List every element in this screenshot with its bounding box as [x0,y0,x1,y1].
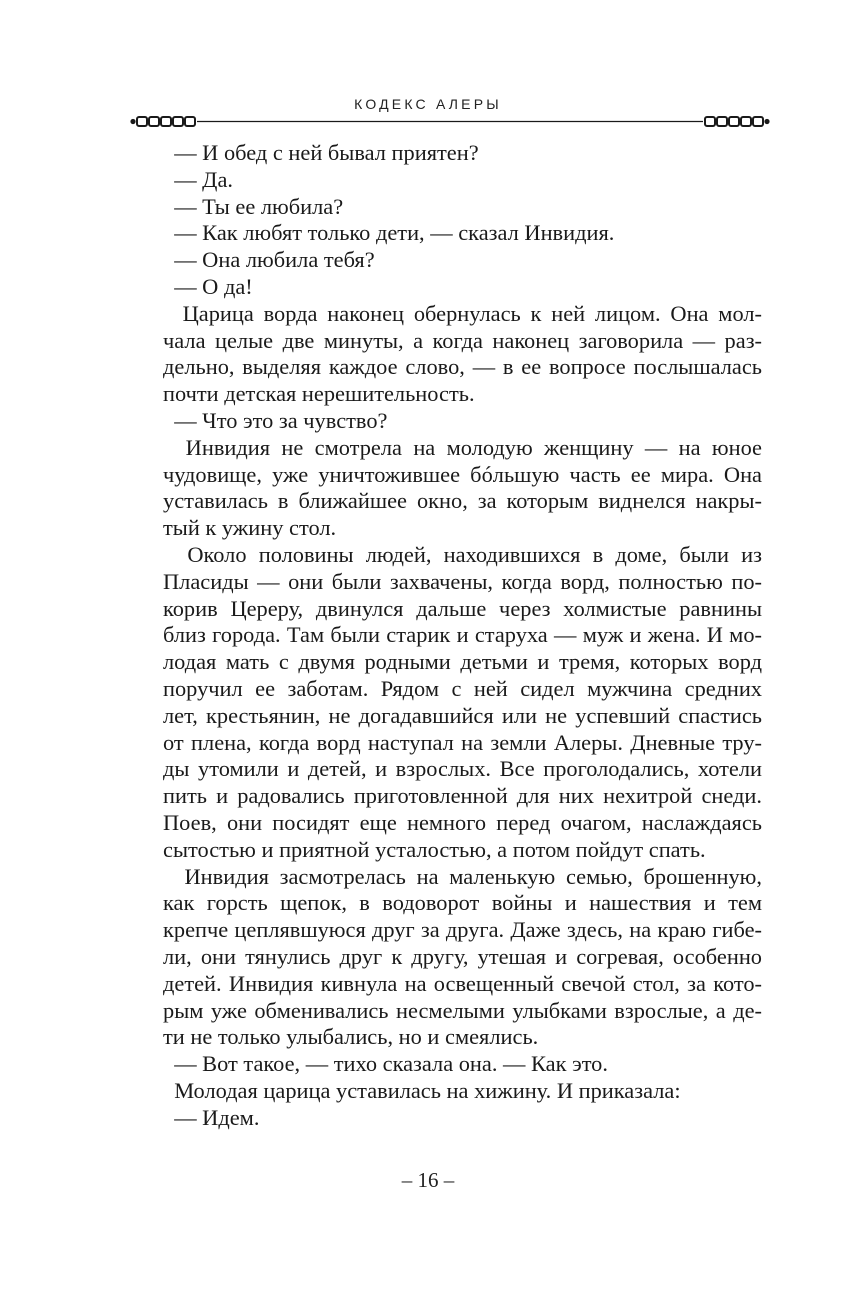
text-line: — Идем. [163,1104,260,1130]
text-line: Инвидия засмотрелась на маленькую семью, брошенную, [163,863,762,889]
text-line: Около половины людей, находившихся в доме, были из [163,541,762,567]
text-line: — Как любят только дети, — сказал Инвидия. [163,220,615,246]
text-line: близ города. Там были старик и старуха — муж и жена. И мо- [163,622,762,648]
header-ornament-rule [130,113,770,131]
text-line: уставилась в ближайшее окно, за которым виднелся накры- [163,488,762,514]
page-number: – 16 – [401,1168,455,1192]
text-line: пить и радовались приготовленной для них нехитрой снеди. [163,783,762,809]
right-chain-ornament [705,117,763,126]
text-line: сытостью и приятной усталостью, а потом пойдут спать. [163,836,706,862]
body-text [163,140,762,1131]
text-line: — О да! [163,273,253,299]
right-end-dot [764,119,769,124]
text-line: — Что это за чувство? [163,407,388,433]
text-line: — Вот такое, — тихо сказала она. — Как это. [163,1051,608,1077]
text-line: Царица ворда наконец обернулась к ней лицом. Она мол- [163,300,762,326]
text-line: детей. Инвидия кивнула на освещенный свечой стол, за кото- [163,970,762,996]
text-line: чудовище, уже уничтожившее бóльшую часть ее мира. Она [163,461,762,487]
running-header: КОДЕКС АЛЕРЫ [354,96,502,112]
text-line: ти не только улыбались, но и смеялись. [163,1024,539,1050]
left-end-dot [130,119,135,124]
text-line: поручил ее заботам. Рядом с ней сидел мужчина средних [163,675,762,701]
text-line: Инвидия не смотрела на молодую женщину — на юное [163,434,762,460]
text-line: — И обед с ней бывал приятен? [163,140,479,165]
text-line: крепче цеплявшуюся друг за друга. Даже здесь, на краю гибе- [163,917,762,943]
text-line: Пласиды — они были захвачены, когда ворд, полностью по- [163,568,762,594]
text-line: — Она любила тебя? [163,247,375,273]
text-line: рым уже обменивались несмелыми улыбками взрослые, а де- [163,997,762,1023]
text-line: Поев, они посидят еще немного перед очагом, наслаждаясь [163,809,762,835]
text-line: ды утомили и детей, и взрослых. Все проголодались, хотели [163,756,762,782]
text-line: — Ты ее любила? [163,193,344,219]
text-line: лет, крестьянин, не догадавшийся или не успевший спастись [163,702,762,728]
text-line: почти детская нерешительность. [163,381,475,407]
text-line: ли, они тянулись друг к другу, утешая и согревая, особенно [163,943,762,969]
text-line: чала целые две минуты, а когда наконец заговорила — раз- [163,327,762,353]
text-line: Молодая царица уставилась на хижину. И приказала: [163,1077,681,1103]
text-line: лодая мать с двумя родными детьми и тремя, которых ворд [163,649,762,675]
text-line: дельно, выделяя каждое слово, — в ее вопросе послышалась [163,354,762,380]
left-chain-ornament [137,117,195,126]
text-line: корив Цереру, двинулся дальше через холмистые равнины [163,595,762,621]
text-line: — Да. [163,166,233,192]
text-line: тый к ужину стол. [163,515,337,541]
text-line: от плена, когда ворд наступал на земли Алеры. Дневные тру- [163,729,762,755]
text-line: как горсть щепок, в водоворот войны и нашествия и тем [163,890,762,916]
